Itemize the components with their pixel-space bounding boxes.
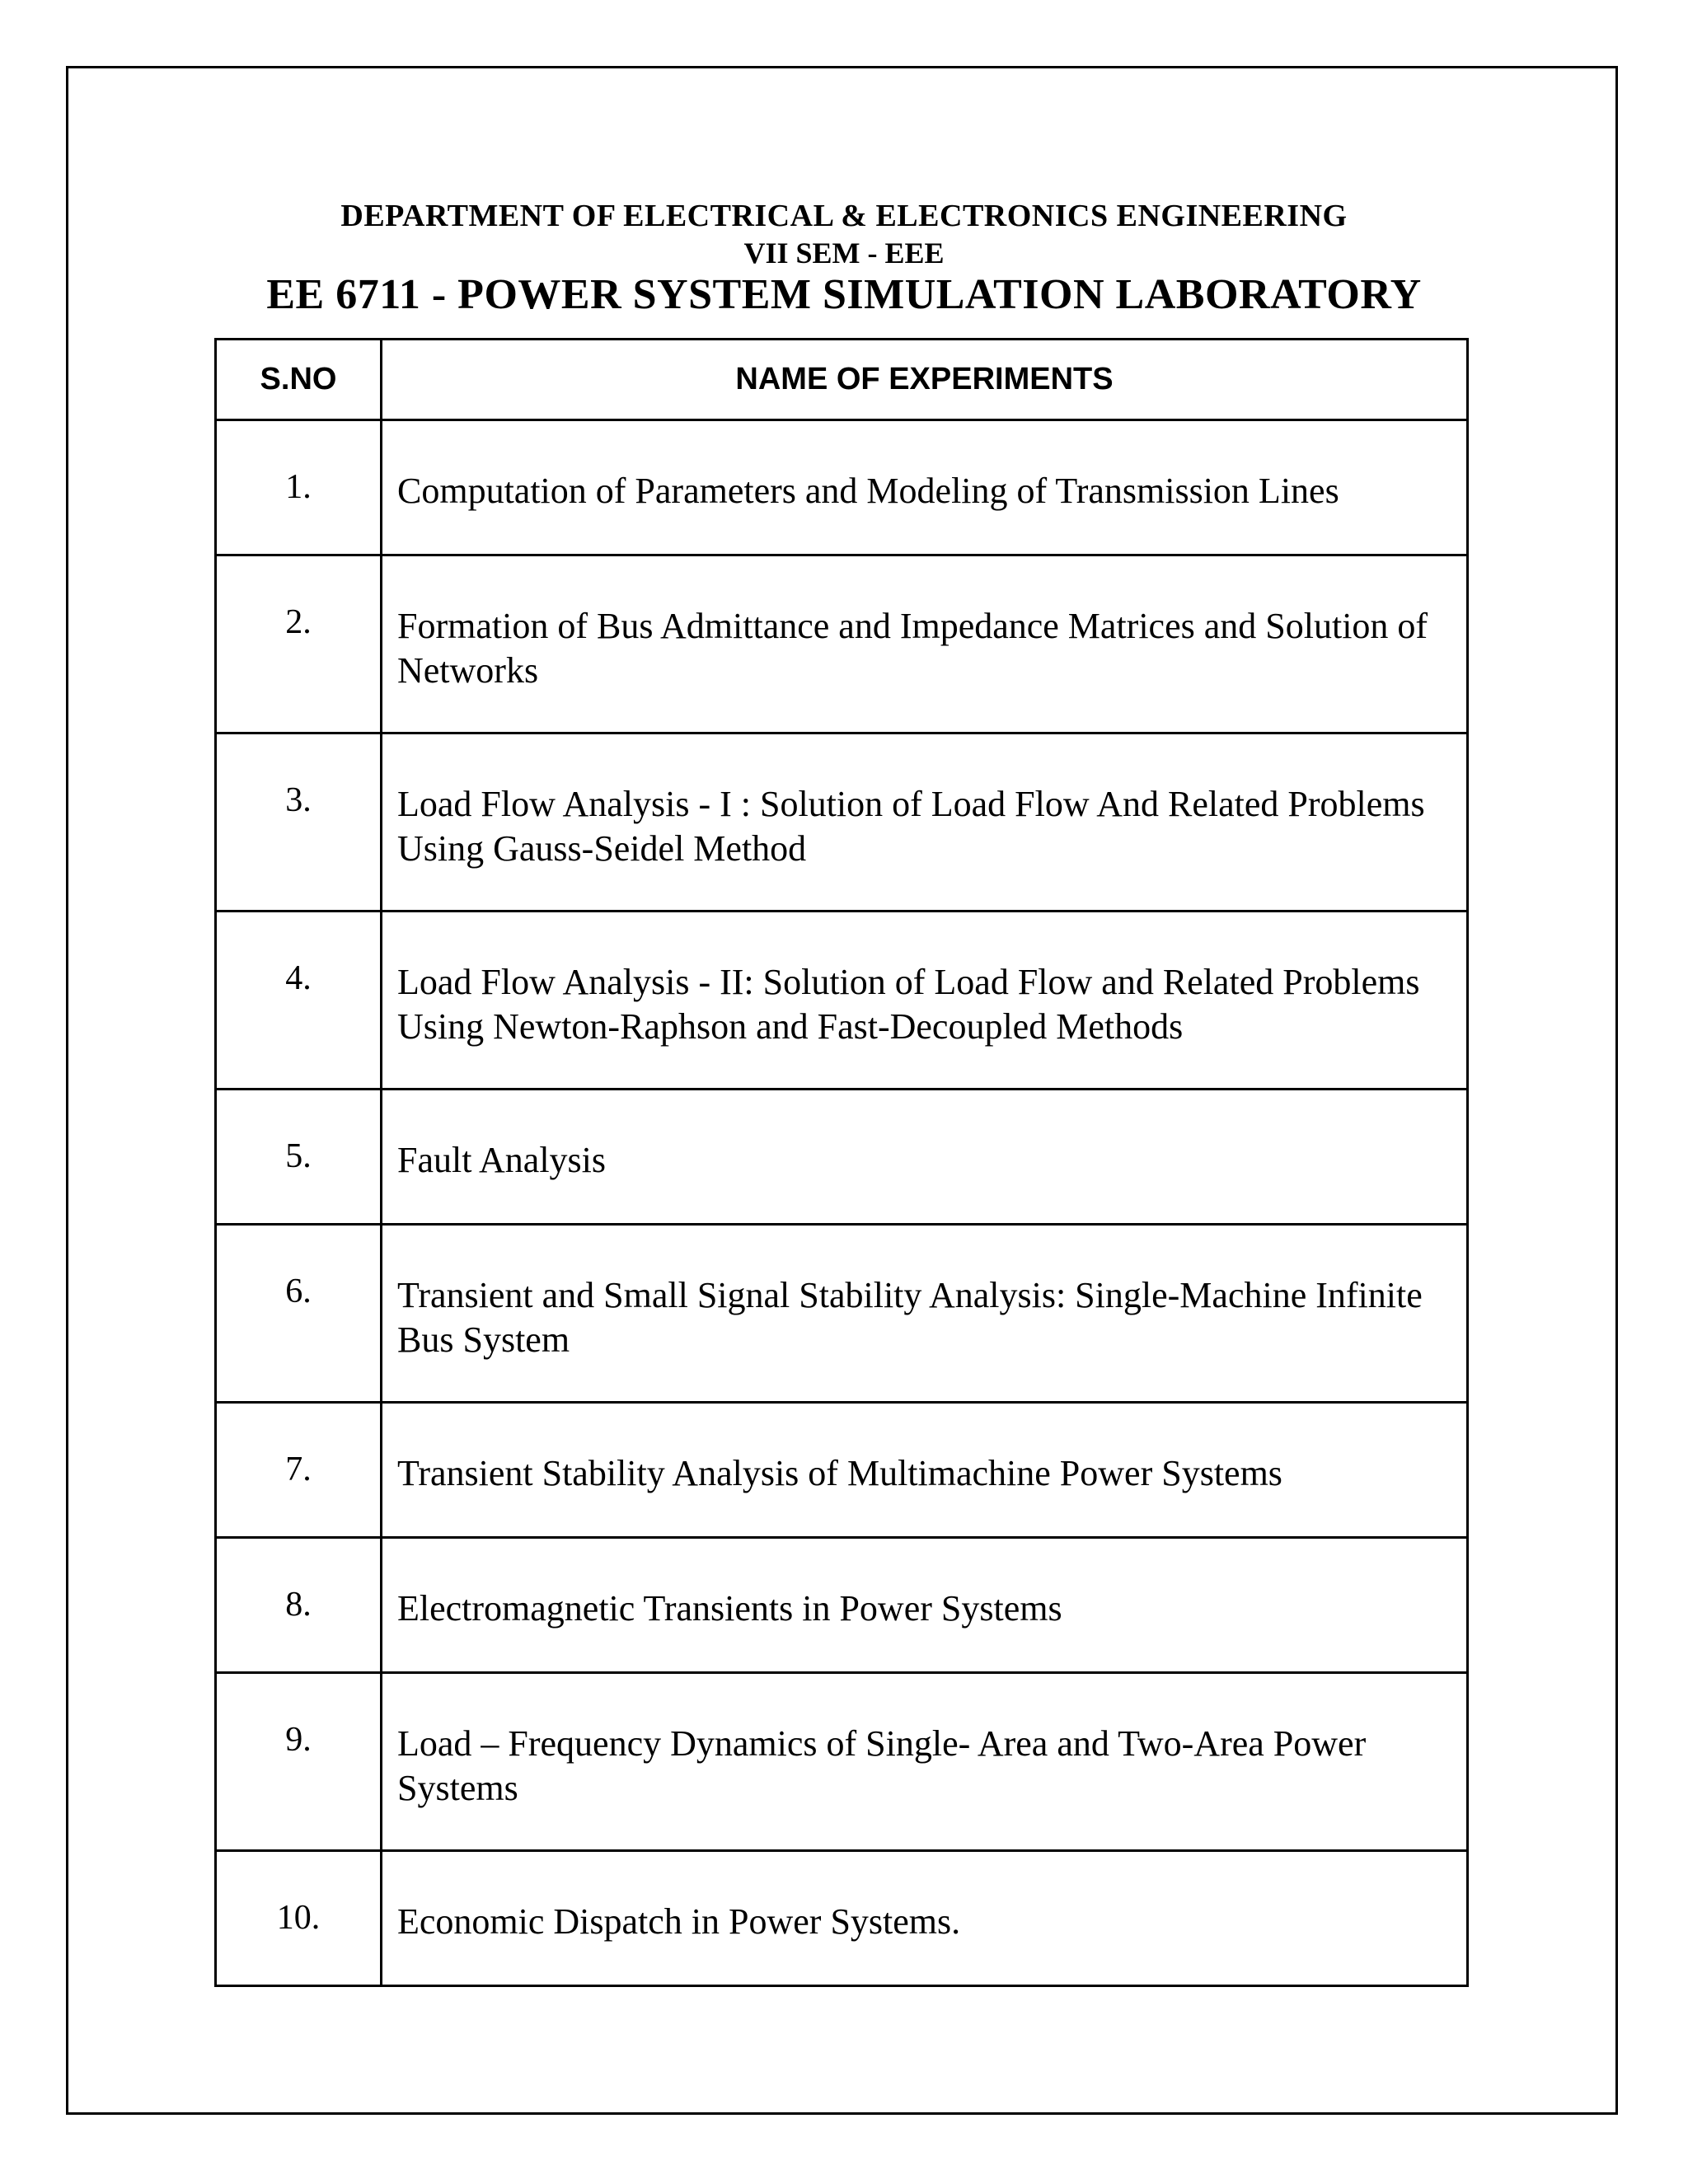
table-row — [216, 1851, 1468, 1986]
experiment-name: Computation of Parameters and Modeling of Transmission Lines — [382, 420, 1468, 555]
experiment-number: 5. — [216, 1090, 382, 1225]
table-row — [216, 733, 1468, 912]
experiment-name: Economic Dispatch in Power Systems. — [382, 1851, 1468, 1986]
column-header-sno: S.NO — [216, 340, 382, 420]
experiment-number: 7. — [216, 1403, 382, 1538]
course-title: EE 6711 - POWER SYSTEM SIMULATION LABORATORY — [266, 271, 1422, 318]
experiment-name: Electromagnetic Transients in Power Systems — [382, 1538, 1468, 1673]
table-row — [216, 1090, 1468, 1225]
department-heading: DEPARTMENT OF ELECTRICAL & ELECTRONICS ENGINEERING — [340, 199, 1348, 233]
experiment-number: 10. — [216, 1851, 382, 1986]
experiment-number: 6. — [216, 1225, 382, 1403]
semester-heading: VII SEM - EEE — [743, 237, 945, 269]
experiment-number: 1. — [216, 420, 382, 555]
experiment-name: Transient and Small Signal Stability Analysis: Single-Machine Infinite Bus System — [382, 1225, 1468, 1403]
experiment-name: Load Flow Analysis - I : Solution of Load Flow And Related Problems Using Gauss-Seidel Method — [382, 733, 1468, 912]
table-row — [216, 1673, 1468, 1851]
table-header-row — [216, 340, 1468, 420]
column-header-name: NAME OF EXPERIMENTS — [382, 340, 1468, 420]
experiment-number: 9. — [216, 1673, 382, 1851]
experiment-name: Transient Stability Analysis of Multimachine Power Systems — [382, 1403, 1468, 1538]
table-row — [216, 1538, 1468, 1673]
experiment-name: Formation of Bus Admittance and Impedance Matrices and Solution of Networks — [382, 555, 1468, 733]
table-row — [216, 1225, 1468, 1403]
experiment-number: 8. — [216, 1538, 382, 1673]
experiment-number: 2. — [216, 555, 382, 733]
experiments-table — [214, 338, 1469, 1987]
table-row — [216, 1403, 1468, 1538]
experiment-name: Load Flow Analysis - II: Solution of Load Flow and Related Problems Using Newton-Raphson and Fast-Decoupled Methods — [382, 912, 1468, 1090]
experiment-name: Fault Analysis — [382, 1090, 1468, 1225]
table-row — [216, 420, 1468, 555]
experiment-number: 3. — [216, 733, 382, 912]
experiment-number: 4. — [216, 912, 382, 1090]
experiment-name: Load – Frequency Dynamics of Single- Area and Two-Area Power Systems — [382, 1673, 1468, 1851]
table-row — [216, 912, 1468, 1090]
table-row — [216, 555, 1468, 733]
